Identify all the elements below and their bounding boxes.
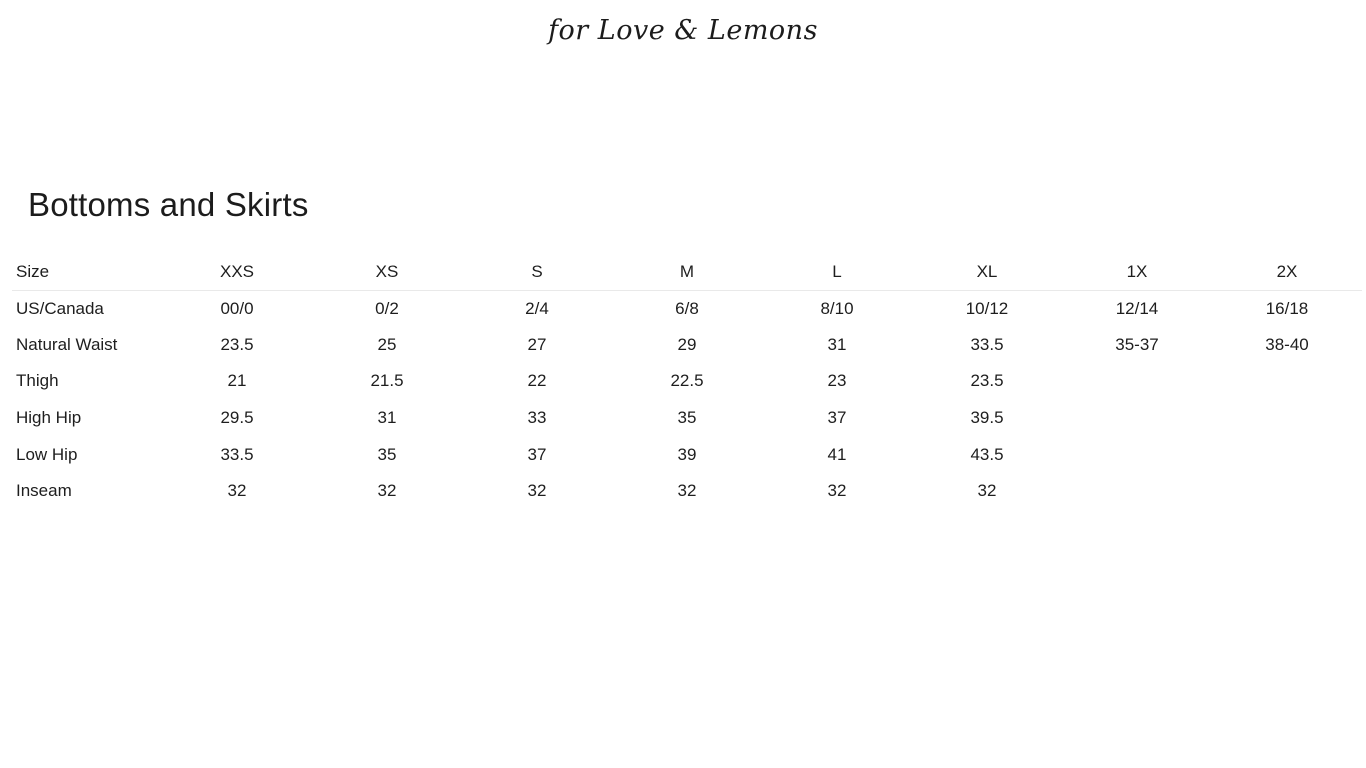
table-row-low-hip <box>12 436 1362 473</box>
size-chart-cell: 33 <box>527 408 547 428</box>
size-chart-cell: 35 <box>677 408 697 428</box>
size-chart-cell: 12/14 <box>1115 298 1159 318</box>
size-chart-cell <box>1212 363 1362 400</box>
size-chart-cell: 27 <box>527 334 547 354</box>
size-chart-cell: 39 <box>677 444 697 464</box>
size-chart-body <box>12 290 1362 510</box>
size-chart-cell: 23.5 <box>970 371 1004 391</box>
size-chart-cell <box>1212 400 1362 437</box>
column-header-size: Size <box>12 254 162 290</box>
size-chart-cell: 32 <box>977 481 997 501</box>
table-row-us-canada <box>12 290 1362 327</box>
size-chart-cell: 37 <box>827 408 847 428</box>
column-header-xxs: XXS <box>162 254 312 290</box>
size-chart-cell: 33.5 <box>970 334 1004 354</box>
size-chart-cell: 32 <box>527 481 547 501</box>
size-chart-cell <box>1212 473 1362 510</box>
table-row-inseam <box>12 473 1362 510</box>
size-chart-cell: 25 <box>377 334 397 354</box>
size-chart-cell: 32 <box>677 481 697 501</box>
size-chart-table <box>12 254 1362 510</box>
size-chart-cell <box>1062 363 1212 400</box>
row-label-natural-waist: Natural Waist <box>16 334 118 354</box>
table-row-natural-waist <box>12 327 1362 364</box>
table-row-thigh <box>12 363 1362 400</box>
size-chart-cell: 35 <box>377 444 397 464</box>
size-chart-cell: 21.5 <box>370 371 404 391</box>
size-chart-cell: 32 <box>377 481 397 501</box>
size-chart-cell: 23 <box>827 371 847 391</box>
size-chart-cell: 00/0 <box>220 298 254 318</box>
size-chart-cell <box>1062 400 1212 437</box>
size-chart-cell: 35-37 <box>1115 334 1159 354</box>
column-header-1x: 1X <box>1062 254 1212 290</box>
size-chart-cell: 8/10 <box>820 298 854 318</box>
table-row-high-hip <box>12 400 1362 437</box>
row-label-inseam: Inseam <box>16 481 72 501</box>
site-header <box>0 0 1366 52</box>
size-chart-cell <box>1062 436 1212 473</box>
size-chart-cell: 37 <box>527 444 547 464</box>
size-chart-cell: 29.5 <box>220 408 254 428</box>
row-label-high-hip: High Hip <box>16 408 82 428</box>
size-chart-header <box>12 254 1362 290</box>
size-chart-cell: 21 <box>227 371 247 391</box>
column-header-2x: 2X <box>1212 254 1362 290</box>
size-chart-cell: 32 <box>827 481 847 501</box>
column-header-xl: XL <box>912 254 1062 290</box>
size-chart-cell: 6/8 <box>675 298 699 318</box>
size-chart-cell: 0/2 <box>375 298 399 318</box>
size-chart-cell: 2/4 <box>525 298 549 318</box>
size-chart-cell: 43.5 <box>970 444 1004 464</box>
column-header-l: L <box>762 254 912 290</box>
size-chart-cell <box>1062 473 1212 510</box>
page-title: Bottoms and Skirts <box>28 186 309 223</box>
size-chart-cell: 22.5 <box>670 371 704 391</box>
row-label-us-canada: US/Canada <box>16 298 104 318</box>
column-header-xs: XS <box>312 254 462 290</box>
row-label-thigh: Thigh <box>16 371 59 391</box>
size-chart-cell: 31 <box>827 334 847 354</box>
size-chart-cell: 39.5 <box>970 408 1004 428</box>
size-chart-cell: 38-40 <box>1265 334 1309 354</box>
size-chart-cell: 29 <box>677 334 697 354</box>
size-chart-cell <box>1212 436 1362 473</box>
header-row <box>12 254 1362 290</box>
size-chart-cell: 23.5 <box>220 334 254 354</box>
column-header-s: S <box>462 254 612 290</box>
size-chart-cell: 22 <box>527 371 547 391</box>
size-chart-cell: 31 <box>377 408 397 428</box>
size-chart-cell: 10/12 <box>965 298 1009 318</box>
size-chart-cell: 16/18 <box>1265 298 1309 318</box>
size-chart-cell: 41 <box>827 444 847 464</box>
size-chart-cell: 32 <box>227 481 247 501</box>
row-label-low-hip: Low Hip <box>16 444 78 464</box>
size-chart-cell: 33.5 <box>220 444 254 464</box>
brand-logo[interactable]: for Love & Lemons <box>548 15 818 46</box>
column-header-m: M <box>612 254 762 290</box>
